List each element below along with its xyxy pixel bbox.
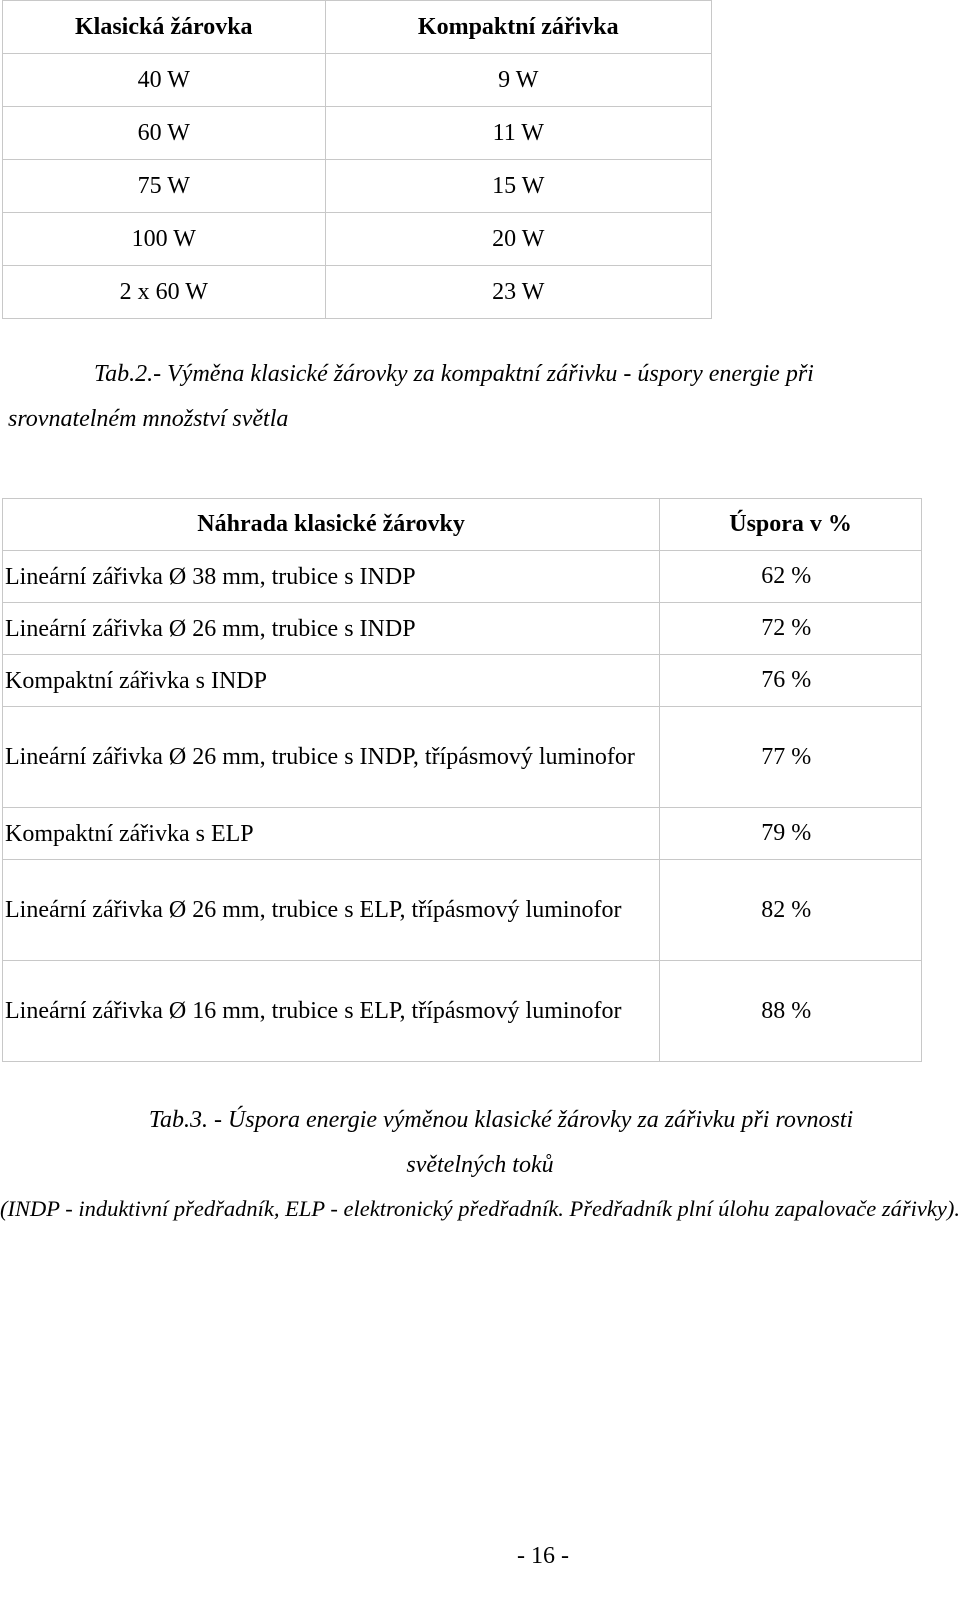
table-cell: 23 W	[325, 266, 711, 319]
table-cell: 76 %	[660, 655, 922, 707]
table-3-caption	[0, 1098, 960, 1188]
table-row	[3, 707, 922, 808]
table-row	[3, 160, 712, 213]
table-row	[3, 860, 922, 961]
table-row	[3, 551, 922, 603]
caption-line: Tab.3. - Úspora energie výměnou klasické žárovky za zářivku při rovnosti	[148, 1107, 854, 1133]
table-cell: 62 %	[660, 551, 922, 603]
table-cell: 60 W	[3, 107, 326, 160]
page-number: - 16 -	[517, 1543, 569, 1569]
caption-line: světelných toků	[406, 1152, 554, 1178]
abbreviation-note: (INDP - induktivní předřadník, ELP - elektronický předřadník. Předřadník plní úlohu zapalovače zářivky).	[0, 1196, 960, 1221]
table-row	[3, 54, 712, 107]
table-row	[3, 808, 922, 860]
table-cell: Lineární zářivka Ø 26 mm, trubice s INDP, třípásmový luminofor	[3, 707, 660, 808]
table-2-caption: Tab.2.- Výměna klasické žárovky za kompaktní zářivku - úspory energie při srovnatelném množství světla	[8, 361, 814, 432]
table-cell: 75 W	[3, 160, 326, 213]
table-row	[3, 213, 712, 266]
table-cell: Kompaktní zářivka s INDP	[3, 655, 660, 707]
table-cell: 100 W	[3, 213, 326, 266]
bulb-comparison-table	[2, 0, 712, 319]
table-header-row	[3, 499, 922, 551]
table-cell: Lineární zářivka Ø 16 mm, trubice s ELP, třípásmový luminofor	[3, 961, 660, 1062]
table-cell: 11 W	[325, 107, 711, 160]
table-cell: Lineární zářivka Ø 26 mm, trubice s ELP, třípásmový luminofor	[3, 860, 660, 961]
table-cell: 79 %	[660, 808, 922, 860]
table-row	[3, 603, 922, 655]
table-cell: 15 W	[325, 160, 711, 213]
table-cell: 82 %	[660, 860, 922, 961]
header-classic-bulb: Klasická žárovka	[3, 1, 326, 54]
table-cell: 88 %	[660, 961, 922, 1062]
table-cell: Kompaktní zářivka s ELP	[3, 808, 660, 860]
table-cell: 77 %	[660, 707, 922, 808]
header-savings: Úspora v %	[660, 499, 922, 551]
table-cell: 2 x 60 W	[3, 266, 326, 319]
energy-savings-table	[2, 498, 922, 1062]
table-row	[3, 961, 922, 1062]
header-compact-lamp: Kompaktní zářivka	[325, 1, 711, 54]
table-cell: Lineární zářivka Ø 38 mm, trubice s INDP	[3, 551, 660, 603]
table-row	[3, 655, 922, 707]
table-cell: 40 W	[3, 54, 326, 107]
table-header-row	[3, 1, 712, 54]
table-cell: 72 %	[660, 603, 922, 655]
table-cell: 9 W	[325, 54, 711, 107]
table-row	[3, 266, 712, 319]
table-cell: 20 W	[325, 213, 711, 266]
header-replacement: Náhrada klasické žárovky	[3, 499, 660, 551]
table-row	[3, 107, 712, 160]
table-cell: Lineární zářivka Ø 26 mm, trubice s INDP	[3, 603, 660, 655]
